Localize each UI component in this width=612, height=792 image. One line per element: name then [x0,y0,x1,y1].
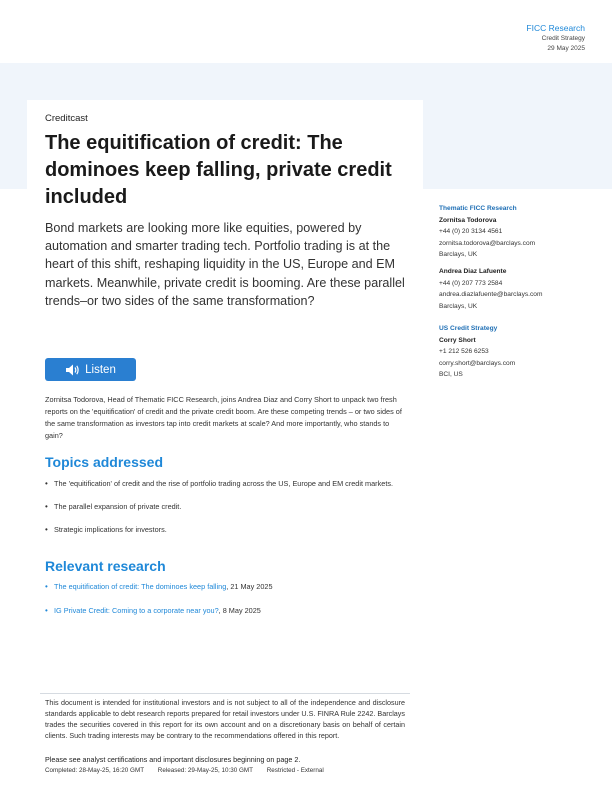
research-link[interactable]: IG Private Credit: Coming to a corporate near you? [54,605,219,615]
analyst-email[interactable]: zornitsa.todorova@barclays.com [439,239,536,247]
analyst-phone: +44 (0) 207 773 2584 [439,279,503,287]
completed-stamp: Completed: 28-May-25, 16:20 GMT [45,767,145,774]
analyst-entity: Barclays, UK [439,251,478,259]
analyst-name: Corry Short [439,336,476,344]
footer-divider [40,693,410,694]
analyst-group-us-credit [439,323,589,381]
analyst-entity: Barclays, UK [439,302,478,310]
research-heading: Relevant research [45,558,166,574]
analyst-group-thematic [439,203,589,312]
list-item: • The parallel expansion of private credit. [45,501,405,513]
report-header [526,23,585,54]
listen-label: Listen [85,363,116,376]
research-link[interactable]: The equitification of credit: The dominoes keep falling [54,582,227,591]
listen-button[interactable] [45,358,136,381]
department-label: FICC Research [526,23,585,33]
analyst-phone: +44 (0) 20 3134 4561 [439,228,503,236]
analyst-phone: +1 212 526 6253 [439,348,489,356]
disclosures-note: Please see analyst certifications and important disclosures beginning on page 2. [45,755,301,764]
released-stamp: Released: 29-May-25, 10:30 GMT [157,767,253,774]
analyst-group-heading: Thematic FICC Research [439,205,517,212]
list-item [45,581,405,593]
intro-paragraph: Zornitsa Todorova, Head of Thematic FICC Research, joins Andrea Diaz and Corry Short to unpack two fresh reports on the 'equitification' of credit and the private credit boom. Are these competing trends – or two sides of the same transformation as investors tap into credit markets at scale? And more importantly, who stands to gain? [45,395,402,440]
topics-list [45,478,405,547]
list-item: • The 'equitification' of credit and the rise of portfolio trading across the US, Europe and EM credit markets. [45,478,405,490]
topics-heading: Topics addressed [45,454,164,470]
research-list [45,581,405,628]
restriction-label: Restricted - External [266,767,324,774]
analyst-name: Andrea Diaz Lafuente [439,267,507,275]
subdepartment-label: Credit Strategy [541,35,585,42]
page-title: The equitification of credit: The dominoes keep falling, private credit included [45,132,392,208]
research-date: , 21 May 2025 [226,582,273,591]
report-date: 29 May 2025 [547,45,585,52]
research-date: , 8 May 2025 [218,605,261,615]
kicker-label: Creditcast [45,113,88,124]
standfirst: Bond markets are looking more like equities, powered by automation and smarter trading tech. Portfolio trading is at the heart of this shift, reshaping liquidity in the US, Europe and EM markets. Meanwhile, private credit is booming. Are these parallel trends–or two sides of the same transformation? [45,221,405,308]
list-item: • Strategic implications for investors. [45,524,405,536]
analyst-group-heading: US Credit Strategy [439,325,498,332]
speaker-icon [65,364,80,376]
publication-meta [45,767,336,774]
analyst-email[interactable]: andrea.diazlafuente@barclays.com [439,291,543,299]
list-item [45,605,405,617]
disclaimer: This document is intended for institutional investors and is not subject to all of the independence and disclosure standards applicable to debt research reports prepared for retail investors under U.S. FINRA Rule 2242. Barclays trades the securities covered in this report for its own account and on a discretionary basis on behalf of certain clients. Such trading interests may be contrary to the recommendations offered in this report. [45,698,405,740]
analyst-entity: BCI, US [439,371,463,379]
analyst-name: Zornitsa Todorova [439,216,497,224]
analyst-email[interactable]: corry.short@barclays.com [439,359,516,367]
